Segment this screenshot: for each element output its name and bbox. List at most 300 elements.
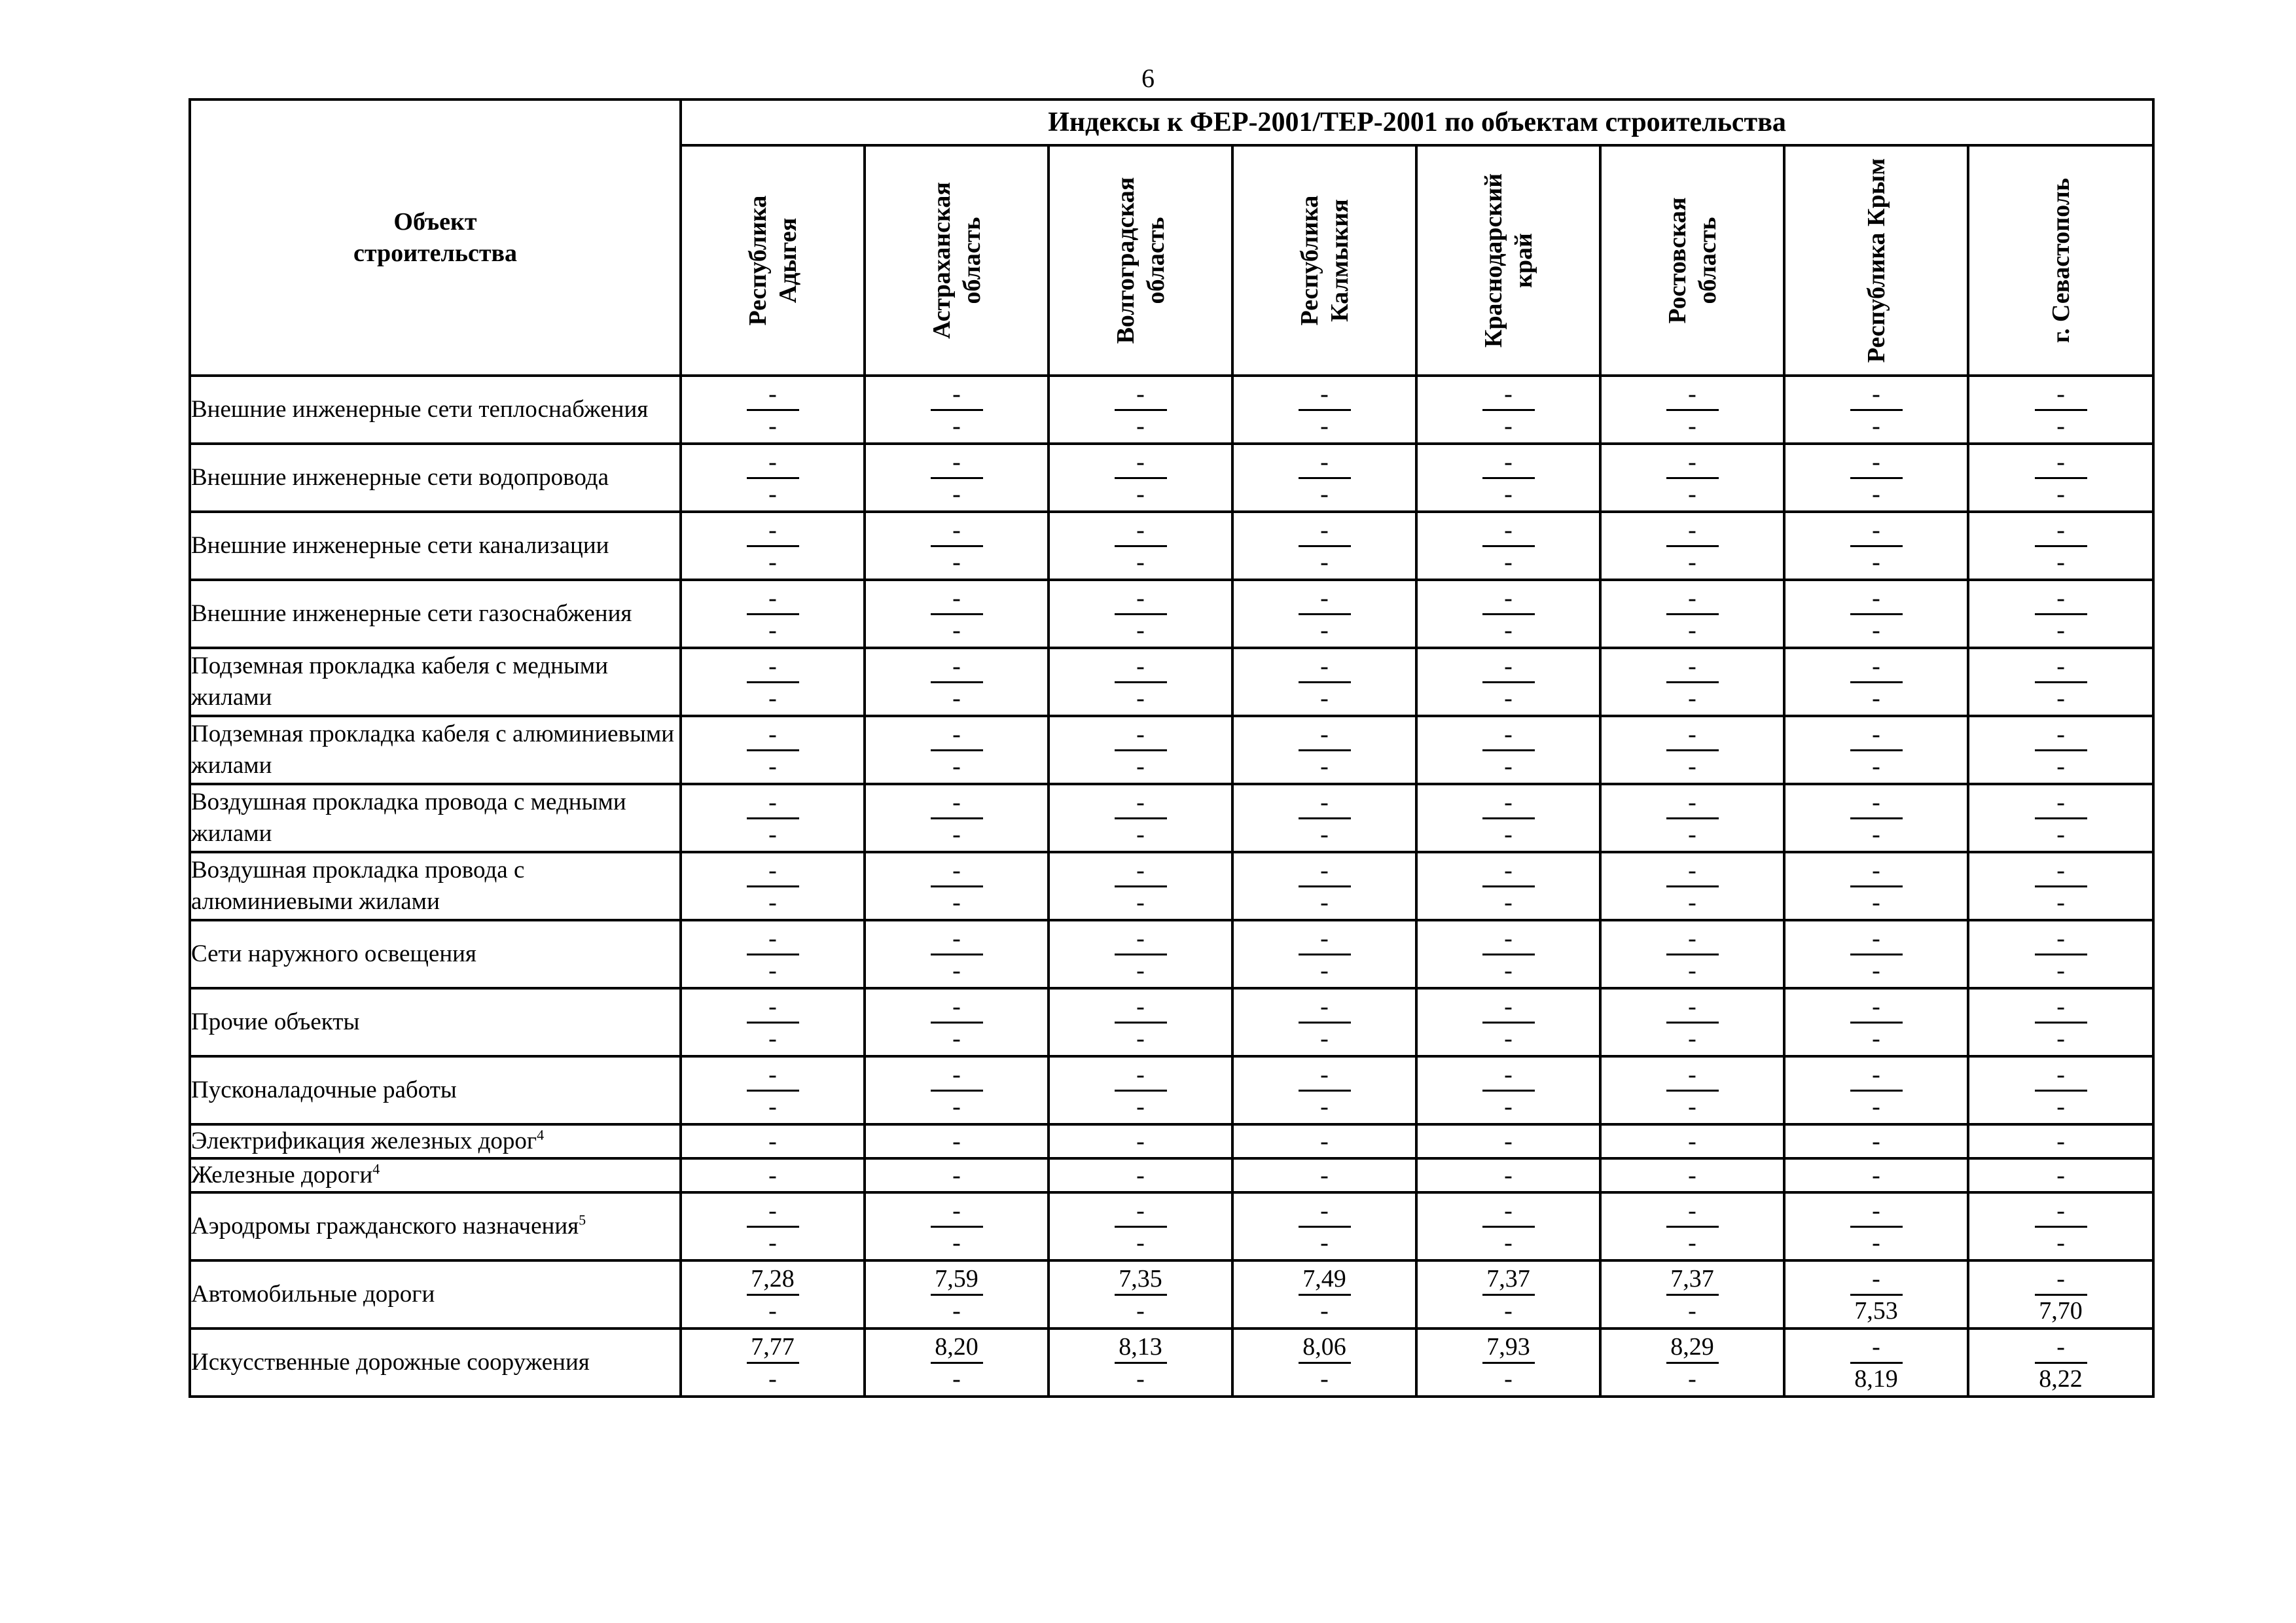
index-value-cell [1600, 852, 1784, 920]
index-numerator: - [1299, 651, 1351, 683]
index-fraction [1785, 923, 1967, 986]
index-value-cell [1232, 580, 1416, 648]
index-numerator: - [1299, 583, 1351, 615]
index-fraction [866, 1060, 1047, 1122]
index-value-cell [1049, 716, 1232, 784]
index-value-cell [681, 920, 865, 988]
index-value-cell [1232, 1260, 1416, 1329]
index-denominator: - [1872, 548, 1880, 576]
index-value-cell [681, 988, 865, 1056]
row-object-name-text: Пусконаладочные работы [191, 1077, 457, 1103]
index-fraction [1602, 651, 1783, 713]
index-value-cell [1784, 920, 1968, 988]
index-fraction [1418, 651, 1599, 713]
index-value-cell [1049, 920, 1232, 988]
object-column-header [190, 99, 681, 376]
index-value-cell [865, 1056, 1049, 1124]
index-numerator: - [1482, 651, 1535, 683]
index-numerator: - [1666, 855, 1719, 887]
index-denominator: - [1872, 1092, 1880, 1120]
index-value-cell [1232, 1124, 1416, 1158]
table-body [190, 376, 2153, 1397]
index-value-cell [1784, 648, 1968, 716]
index-numerator: 7,77 [747, 1332, 799, 1364]
row-object-name [190, 920, 681, 988]
index-fraction [1602, 447, 1783, 509]
index-numerator: - [1666, 923, 1719, 955]
index-value-cell [1600, 716, 1784, 784]
index-numerator: - [1482, 583, 1535, 615]
index-value-cell [1232, 716, 1416, 784]
index-value-cell [681, 376, 865, 444]
index-numerator: - [747, 651, 799, 683]
index-numerator: - [931, 1196, 983, 1228]
index-numerator: - [2035, 991, 2087, 1024]
index-value-cell [681, 1124, 865, 1158]
index-numerator: - [1666, 447, 1719, 479]
index-numerator: 7,35 [1115, 1264, 1167, 1296]
index-fraction [1418, 855, 1599, 918]
index-denominator: - [1872, 412, 1880, 440]
index-numerator: - [931, 923, 983, 955]
index-numerator: - [1850, 1264, 1903, 1296]
region-header-label: г. Севастополь [2047, 177, 2075, 344]
index-numerator: - [1482, 719, 1535, 751]
index-denominator: - [1136, 616, 1145, 644]
index-numerator: - [1299, 787, 1351, 819]
index-fraction [866, 379, 1047, 441]
table-row [190, 1192, 2153, 1260]
index-numerator: - [1482, 923, 1535, 955]
index-denominator: - [1320, 956, 1329, 984]
index-value-cell [1049, 1260, 1232, 1329]
index-denominator: - [2056, 820, 2065, 848]
index-numerator: - [931, 1060, 983, 1092]
index-value-cell [865, 716, 1049, 784]
index-numerator: - [1299, 855, 1351, 887]
index-numerator: - [931, 583, 983, 615]
index-value-cell [1968, 920, 2153, 988]
index-fraction [1234, 991, 1415, 1054]
index-value-cell [1784, 1260, 1968, 1329]
index-numerator: - [1850, 787, 1903, 819]
index-denominator: - [1504, 548, 1513, 576]
index-value-cell [681, 716, 865, 784]
row-object-name-text: Воздушная прокладка провода с медными жилами [191, 789, 626, 847]
index-denominator: - [1320, 480, 1329, 508]
index-value-cell [1968, 1192, 2153, 1260]
index-numerator: - [1850, 583, 1903, 615]
index-numerator: - [1666, 515, 1719, 547]
index-numerator: - [1115, 583, 1167, 615]
index-value: - [2056, 1162, 2065, 1189]
index-denominator: - [768, 548, 777, 576]
index-value-cell [1232, 920, 1416, 988]
index-fraction [682, 379, 863, 441]
index-numerator: - [1482, 855, 1535, 887]
index-denominator: - [1872, 752, 1880, 780]
index-denominator: - [1320, 1296, 1329, 1325]
index-denominator: - [1504, 752, 1513, 780]
index-fraction [1602, 923, 1783, 986]
index-fraction [682, 719, 863, 781]
index-numerator: - [1666, 583, 1719, 615]
index-denominator: - [2056, 1228, 2065, 1257]
index-denominator: - [1504, 1092, 1513, 1120]
index-value: - [1320, 1128, 1329, 1155]
index-fraction [1234, 447, 1415, 509]
region-header [1600, 145, 1784, 376]
index-denominator: - [1688, 820, 1696, 848]
index-denominator: - [952, 684, 961, 712]
index-fraction [682, 991, 863, 1054]
index-denominator: - [1504, 684, 1513, 712]
index-value: - [768, 1162, 777, 1189]
index-value-cell [1049, 648, 1232, 716]
index-denominator: - [1136, 412, 1145, 440]
index-fraction [1969, 1196, 2152, 1258]
row-object-name-text: Аэродромы гражданского назначения [191, 1213, 579, 1240]
index-denominator: - [1320, 1024, 1329, 1052]
index-denominator: - [1136, 1364, 1145, 1393]
index-denominator: - [952, 548, 961, 576]
table-row [190, 444, 2153, 512]
index-denominator: - [1320, 1364, 1329, 1393]
index-value-cell [1600, 1260, 1784, 1329]
index-fraction [1234, 855, 1415, 918]
index-value-cell [1600, 920, 1784, 988]
index-fraction [1785, 855, 1967, 918]
index-fraction [866, 923, 1047, 986]
index-denominator: - [1688, 616, 1696, 644]
index-denominator: - [1136, 1228, 1145, 1257]
index-denominator: 8,19 [1854, 1364, 1898, 1393]
index-numerator: - [1850, 379, 1903, 411]
index-fraction [1050, 447, 1231, 509]
index-denominator: - [1136, 752, 1145, 780]
index-denominator: - [768, 1024, 777, 1052]
index-fraction [1969, 719, 2152, 781]
index-denominator: - [2056, 548, 2065, 576]
index-fraction [1602, 1060, 1783, 1122]
index-fraction [1969, 651, 2152, 713]
index-numerator: - [931, 719, 983, 751]
region-header-label: Волгоградская область [1111, 177, 1170, 344]
index-numerator: - [1850, 1196, 1903, 1228]
index-numerator: - [2035, 1264, 2087, 1296]
row-object-name-text: Электрификация железных дорог [191, 1128, 537, 1154]
row-object-name-text: Железные дороги [191, 1162, 373, 1188]
index-denominator: 7,53 [1854, 1296, 1898, 1325]
index-numerator: 7,37 [1482, 1264, 1535, 1296]
index-fraction [1602, 855, 1783, 918]
index-numerator: - [2035, 583, 2087, 615]
index-value: - [1320, 1162, 1329, 1189]
row-object-name [190, 852, 681, 920]
index-fraction [1602, 787, 1783, 849]
index-denominator: - [2056, 1024, 2065, 1052]
index-value: - [1136, 1162, 1145, 1189]
index-denominator: - [1872, 616, 1880, 644]
index-fraction [1602, 583, 1783, 645]
index-numerator: - [747, 583, 799, 615]
index-fraction [1418, 515, 1599, 577]
index-fraction [1418, 447, 1599, 509]
table-row [190, 1260, 2153, 1329]
index-fraction [866, 515, 1047, 577]
index-value-cell [1232, 988, 1416, 1056]
index-value-cell [1049, 988, 1232, 1056]
index-fraction [1050, 1196, 1231, 1258]
index-numerator: - [931, 651, 983, 683]
index-numerator: - [1299, 379, 1351, 411]
index-fraction [1785, 1332, 1967, 1394]
index-value-cell [681, 580, 865, 648]
index-fraction [1602, 991, 1783, 1054]
index-fraction [682, 787, 863, 849]
index-value: - [1136, 1128, 1145, 1155]
index-value-cell [1416, 716, 1600, 784]
region-header [1049, 145, 1232, 376]
index-value-cell [1968, 376, 2153, 444]
index-numerator: - [1482, 991, 1535, 1024]
index-fraction [1234, 719, 1415, 781]
index-denominator: - [952, 1024, 961, 1052]
region-header [1968, 145, 2153, 376]
index-numerator: - [747, 379, 799, 411]
index-value-cell [1784, 716, 1968, 784]
index-fraction [866, 1196, 1047, 1258]
index-fraction [1234, 787, 1415, 849]
row-object-name-text: Подземная прокладка кабеля с медными жилами [191, 652, 609, 711]
index-numerator: - [2035, 515, 2087, 547]
index-value: - [952, 1162, 961, 1189]
index-value-cell [1968, 1124, 2153, 1158]
index-fraction [1969, 1332, 2152, 1394]
index-numerator: - [747, 991, 799, 1024]
index-denominator: - [1872, 956, 1880, 984]
index-numerator: - [747, 719, 799, 751]
index-value-cell [1968, 444, 2153, 512]
index-value-cell [1416, 648, 1600, 716]
table-row [190, 716, 2153, 784]
index-denominator: - [1688, 480, 1696, 508]
region-header-label: Республика Адыгея [744, 195, 802, 326]
index-value-cell [1416, 1260, 1600, 1329]
index-numerator: - [1299, 1060, 1351, 1092]
index-value-cell [1232, 1329, 1416, 1397]
index-numerator: - [1299, 515, 1351, 547]
index-value-cell [1416, 1158, 1600, 1192]
index-fraction [1050, 515, 1231, 577]
index-denominator: - [1688, 684, 1696, 712]
index-numerator: - [2035, 787, 2087, 819]
index-numerator: 7,28 [747, 1264, 799, 1296]
index-fraction [1785, 991, 1967, 1054]
index-denominator: - [1320, 752, 1329, 780]
index-numerator: - [1115, 787, 1167, 819]
index-fraction [682, 515, 863, 577]
index-numerator: 8,13 [1115, 1332, 1167, 1364]
index-fraction [1969, 379, 2152, 441]
index-value-cell [1416, 988, 1600, 1056]
index-value-cell [681, 1056, 865, 1124]
index-value: - [2056, 1128, 2065, 1155]
index-group-header: Индексы к ФЕР-2001/ТЕР-2001 по объектам строительства [681, 99, 2153, 145]
index-denominator: - [1136, 1296, 1145, 1325]
index-numerator: - [1482, 1196, 1535, 1228]
index-denominator: - [952, 480, 961, 508]
index-fraction [1785, 719, 1967, 781]
index-fraction [1050, 1264, 1231, 1326]
index-fraction [1969, 583, 2152, 645]
index-denominator: - [768, 1228, 777, 1257]
index-fraction [1050, 923, 1231, 986]
index-numerator: - [1115, 379, 1167, 411]
index-fraction [1969, 1060, 2152, 1122]
index-denominator: - [2056, 480, 2065, 508]
index-numerator: - [747, 447, 799, 479]
index-numerator: - [747, 1196, 799, 1228]
row-object-name [190, 512, 681, 580]
index-numerator: - [1666, 1196, 1719, 1228]
index-value-cell [1049, 1124, 1232, 1158]
index-denominator: - [1504, 1024, 1513, 1052]
index-fraction [1785, 651, 1967, 713]
index-numerator: - [2035, 1060, 2087, 1092]
index-denominator: - [952, 752, 961, 780]
index-value-cell [1600, 1192, 1784, 1260]
index-value-cell [1232, 1192, 1416, 1260]
index-numerator: - [1850, 1060, 1903, 1092]
index-denominator: - [2056, 412, 2065, 440]
index-denominator: - [1504, 616, 1513, 644]
index-numerator: - [1850, 515, 1903, 547]
index-fraction [1785, 379, 1967, 441]
index-value-cell [1416, 1329, 1600, 1397]
index-fraction [866, 787, 1047, 849]
index-denominator: - [1136, 548, 1145, 576]
row-object-name-text: Внешние инженерные сети водопровода [191, 464, 609, 491]
index-denominator: - [768, 1296, 777, 1325]
index-fraction [1785, 1264, 1967, 1326]
index-numerator: - [1115, 991, 1167, 1024]
index-denominator: - [2056, 616, 2065, 644]
index-denominator: - [952, 888, 961, 916]
index-numerator: - [1850, 719, 1903, 751]
row-object-name [190, 1329, 681, 1397]
index-fraction [1234, 923, 1415, 986]
index-fraction [1418, 991, 1599, 1054]
index-denominator: - [1504, 888, 1513, 916]
index-denominator: - [1688, 888, 1696, 916]
index-value-cell [1784, 376, 1968, 444]
index-value-cell [865, 1192, 1049, 1260]
row-object-name-text: Внешние инженерные сети канализации [191, 532, 609, 559]
footnote-marker: 4 [372, 1160, 380, 1177]
row-object-name [190, 1158, 681, 1192]
index-value-cell [1968, 1329, 2153, 1397]
index-fraction [1234, 1060, 1415, 1122]
index-fraction [1785, 515, 1967, 577]
index-numerator: - [1299, 991, 1351, 1024]
index-denominator: - [768, 412, 777, 440]
index-value-cell [1232, 1056, 1416, 1124]
index-denominator: - [768, 1364, 777, 1393]
index-fraction [682, 583, 863, 645]
index-denominator: - [1320, 820, 1329, 848]
index-value-cell [1232, 376, 1416, 444]
index-numerator: - [1666, 651, 1719, 683]
index-value-cell [1600, 1056, 1784, 1124]
index-denominator: - [1136, 684, 1145, 712]
index-denominator: - [1688, 1024, 1696, 1052]
index-numerator: - [1850, 855, 1903, 887]
index-value-cell [1600, 376, 1784, 444]
region-header [681, 145, 865, 376]
index-fraction [1418, 583, 1599, 645]
index-fraction [1050, 583, 1231, 645]
index-denominator: - [2056, 888, 2065, 916]
index-fraction [1050, 787, 1231, 849]
index-value-cell [1784, 1124, 1968, 1158]
index-fraction [682, 855, 863, 918]
index-fraction [1050, 719, 1231, 781]
index-numerator: - [1482, 447, 1535, 479]
index-fraction [1050, 991, 1231, 1054]
index-fraction [866, 583, 1047, 645]
index-denominator: - [1688, 956, 1696, 984]
index-numerator: - [1850, 447, 1903, 479]
index-fraction [1050, 855, 1231, 918]
index-value-cell [1968, 784, 2153, 852]
index-denominator: - [1688, 1228, 1696, 1257]
index-numerator: - [747, 515, 799, 547]
index-value-cell [1232, 444, 1416, 512]
index-fraction [1785, 787, 1967, 849]
index-value: - [1688, 1128, 1696, 1155]
index-denominator: - [1320, 1228, 1329, 1257]
index-denominator: - [768, 820, 777, 848]
index-value-cell [681, 784, 865, 852]
index-value-cell [865, 1260, 1049, 1329]
index-value-cell [1600, 988, 1784, 1056]
index-value-cell [1784, 512, 1968, 580]
region-header [1232, 145, 1416, 376]
index-denominator: - [952, 1296, 961, 1325]
index-fraction [866, 719, 1047, 781]
index-numerator: - [1299, 719, 1351, 751]
index-fraction [1234, 1332, 1415, 1394]
index-denominator: - [1872, 888, 1880, 916]
index-fraction [1418, 1060, 1599, 1122]
index-value-cell [865, 512, 1049, 580]
index-denominator: - [1504, 412, 1513, 440]
index-denominator: - [952, 820, 961, 848]
index-denominator: - [1872, 684, 1880, 712]
region-header [1784, 145, 1968, 376]
index-denominator: - [1504, 1364, 1513, 1393]
index-fraction [1969, 787, 2152, 849]
index-value-cell [1049, 784, 1232, 852]
index-value-cell [1968, 512, 2153, 580]
table-row [190, 988, 2153, 1056]
index-numerator: - [1666, 1060, 1719, 1092]
index-numerator: - [1482, 379, 1535, 411]
index-numerator: - [747, 855, 799, 887]
index-numerator: 7,59 [931, 1264, 983, 1296]
index-value-cell [1600, 1158, 1784, 1192]
